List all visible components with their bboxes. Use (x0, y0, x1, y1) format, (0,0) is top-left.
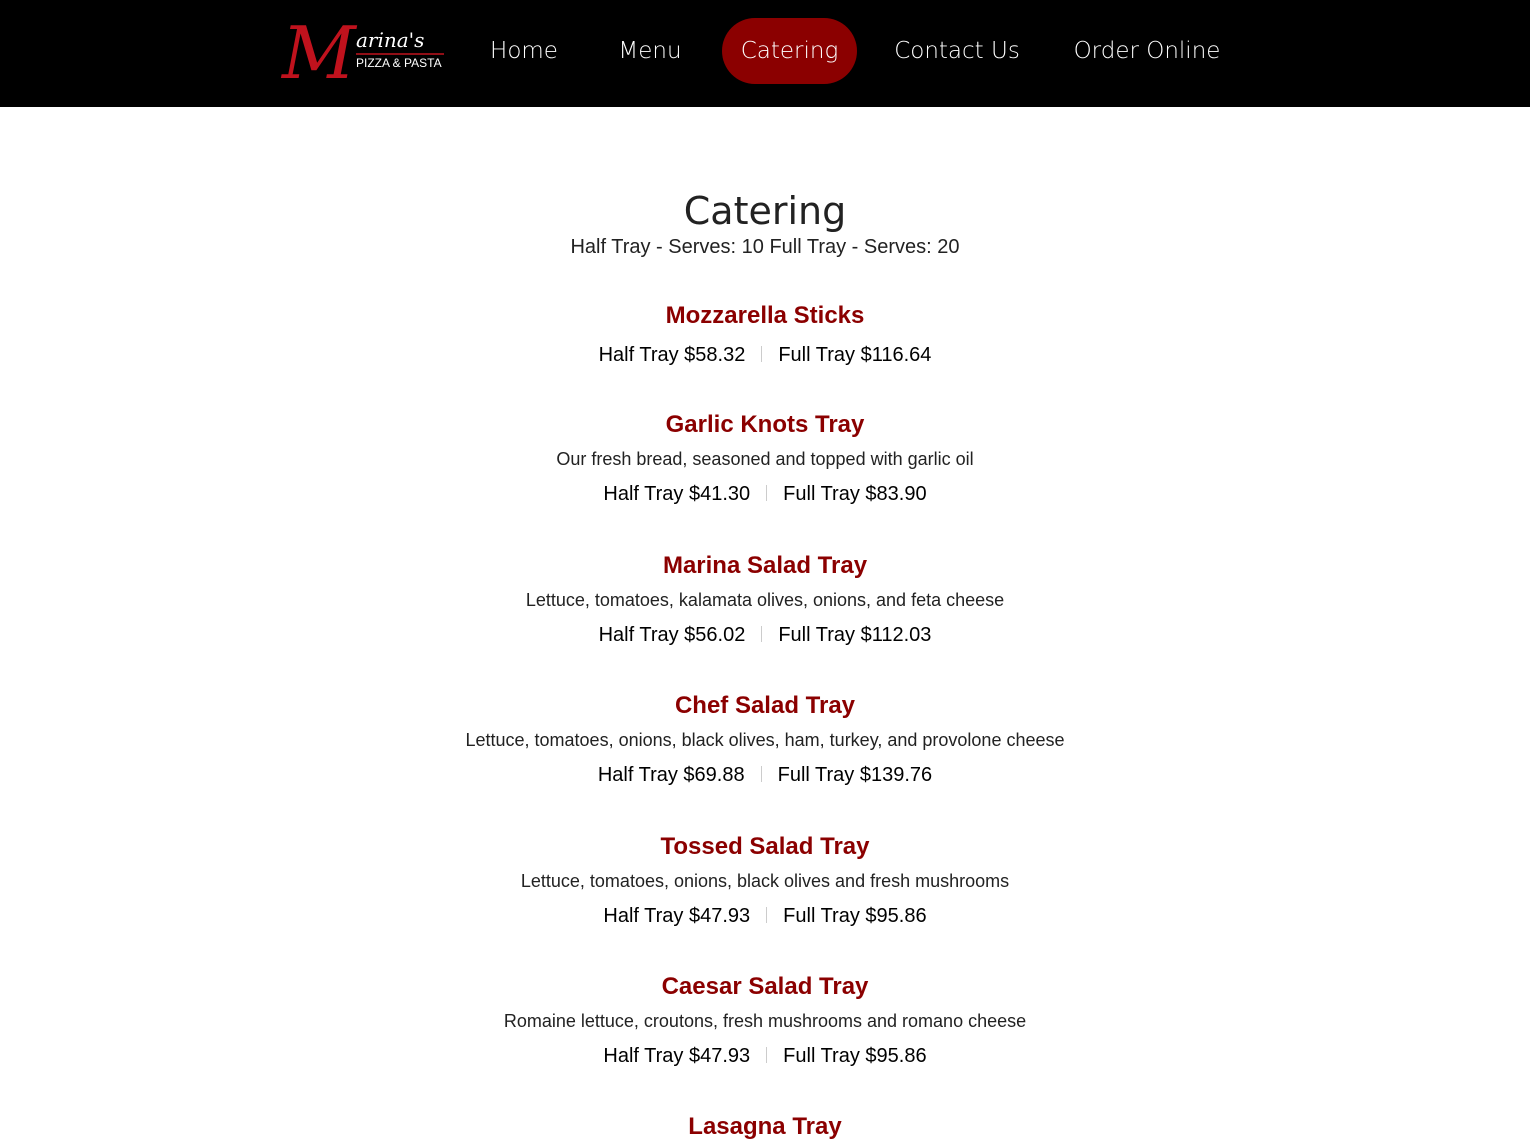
svg-text:arina's: arina's (356, 28, 425, 52)
full-tray-price: Full Tray $112.03 (778, 624, 932, 646)
full-tray-price: Full Tray $83.90 (783, 483, 927, 505)
nav-contact-us[interactable]: Contact Us (894, 38, 1020, 64)
menu-item (0, 551, 1530, 649)
item-description: Lettuce, tomatoes, onions, black olives and fresh mushrooms (520, 871, 1010, 891)
full-tray-price: Full Tray $116.64 (778, 344, 932, 366)
page-title: Catering (683, 189, 847, 233)
item-prices (0, 480, 1530, 508)
item-prices (0, 1042, 1530, 1070)
nav-home[interactable]: Home (490, 38, 558, 64)
menu-item (0, 691, 1530, 789)
item-prices (0, 902, 1530, 930)
half-tray-price: Half Tray $56.02 (598, 624, 746, 646)
menu-item (0, 1112, 1530, 1139)
full-tray-price: Full Tray $139.76 (777, 764, 933, 786)
half-tray-price: Half Tray $47.93 (603, 905, 751, 927)
item-prices (0, 341, 1530, 369)
item-name: Garlic Knots Tray (665, 411, 865, 438)
price-divider (761, 766, 762, 782)
item-prices (0, 761, 1530, 789)
menu-item (0, 972, 1530, 1070)
nav-catering[interactable]: Catering (722, 18, 857, 84)
menu-item (0, 301, 1530, 369)
serving-info: Half Tray - Serves: 10 Full Tray - Serves: 20 (570, 236, 960, 258)
price-divider (766, 485, 767, 501)
price-divider (761, 626, 762, 642)
item-prices (0, 621, 1530, 649)
half-tray-price: Half Tray $41.30 (603, 483, 751, 505)
item-description: Our fresh bread, seasoned and topped with garlic oil (556, 449, 974, 469)
item-description: Romaine lettuce, croutons, fresh mushrooms and romano cheese (503, 1011, 1027, 1031)
item-name: Caesar Salad Tray (661, 973, 869, 1000)
price-divider (766, 1047, 767, 1063)
item-name: Mozzarella Sticks (665, 302, 865, 329)
full-tray-price: Full Tray $95.86 (783, 905, 927, 927)
menu-item (0, 832, 1530, 930)
svg-text:PIZZA & PASTA: PIZZA & PASTA (356, 56, 442, 70)
menu-item (0, 410, 1530, 508)
full-tray-price: Full Tray $95.86 (783, 1045, 927, 1067)
site-header (0, 0, 1530, 107)
price-divider (761, 346, 762, 362)
main-nav (0, 18, 1530, 84)
catering-content (0, 107, 1530, 1139)
svg-text:M: M (282, 14, 356, 84)
nav-menu[interactable]: Menu (618, 38, 682, 64)
half-tray-price: Half Tray $58.32 (598, 344, 746, 366)
half-tray-price: Half Tray $47.93 (603, 1045, 751, 1067)
nav-order-online[interactable]: Order Online (1073, 38, 1221, 64)
item-name: Chef Salad Tray (674, 692, 856, 719)
item-description: Lettuce, tomatoes, onions, black olives, ham, turkey, and provolone cheese (465, 730, 1065, 750)
item-name: Lasagna Tray (688, 1113, 842, 1139)
item-name: Marina Salad Tray (662, 552, 868, 579)
half-tray-price: Half Tray $69.88 (597, 764, 745, 786)
item-description: Lettuce, tomatoes, kalamata olives, onions, and feta cheese (525, 590, 1005, 610)
price-divider (766, 907, 767, 923)
item-name: Tossed Salad Tray (660, 833, 870, 860)
